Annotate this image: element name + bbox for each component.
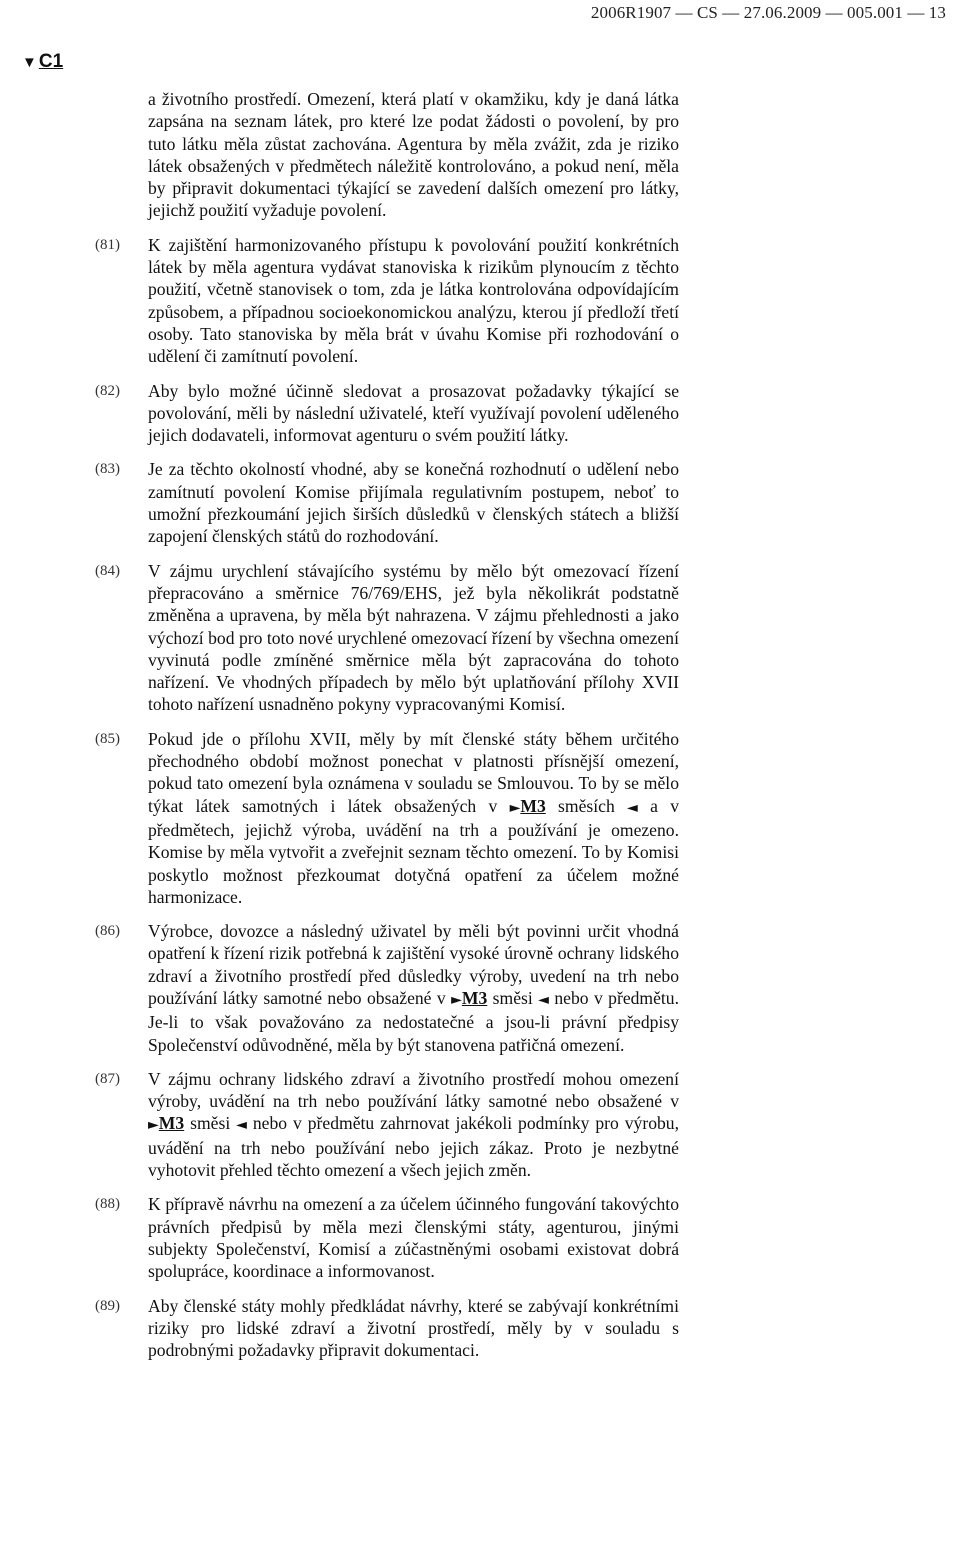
recital-text-before: Pokud jde o přílohu XVII, měly by mít členské státy během určitého přechodného období možnost ponechat v platnosti přísnější omezení, pokud tato omezení byla oznámena v souladu se Smlouvou. To by se mělo týkat látek samotných i látek obsažených v bbox=[148, 728, 679, 816]
recital-text: Aby bylo možné účinně sledovat a prosazovat požadavky týkající se povolování, měli by následní uživatelé, kteří využívají povolení uděleného jejich dodavateli, informovat agenturu o svém použití látky. bbox=[148, 380, 679, 446]
recital-number: (89) bbox=[95, 1297, 120, 1314]
recital-text-after: a v předmětech, jejichž výroba, uvádění na trh a používání je omezeno. Komise by měla vytvořit a zveřejnit seznam těchto omezení. To by Komisi poskytlo možnost přezkoumat dotyčná opatření za účelem možné harmonizace. bbox=[148, 795, 679, 907]
recital-number: (85) bbox=[95, 730, 120, 747]
recital-text bbox=[148, 920, 679, 1056]
amendment-link-m3[interactable]: M3 bbox=[520, 795, 546, 816]
amended-text: směsi bbox=[184, 1113, 237, 1134]
recital-89 bbox=[0, 1295, 960, 1362]
recital-number: (82) bbox=[95, 382, 120, 399]
recital-text: V zájmu urychlení stávajícího systému by mělo být omezovací řízení přepracováno a směrnice 76/769/EHS, jež byla několikrát podstatně změněna a upravena, by měla být nahrazena. V zájmu přehlednosti a jako výchozí bod pro toto nové urychlené omezovací řízení by všechna omezení vyvinutá podle zmíněné směrnice měla být zapracována do tohoto nařízení. Ve vhodných případech by mělo být uplatňování přílohy XVII tohoto nařízení usnadněno pokyny vypracovanými Komisí. bbox=[148, 560, 679, 715]
amended-text: směsi bbox=[487, 987, 539, 1008]
recital-83 bbox=[0, 458, 960, 547]
recital-text-after: nebo v předmětu zahrnovat jakékoli podmínky pro výrobu, uvádění na trh nebo používání nebo jejich zákaz. Proto je nezbytné vyhotovit přehled těchto omezení a všech jejich změn. bbox=[148, 1113, 679, 1181]
arrow-left-icon: ◄ bbox=[236, 1117, 247, 1134]
recital-84 bbox=[0, 560, 960, 716]
document-header bbox=[0, 0, 960, 26]
recital-number: (88) bbox=[95, 1196, 120, 1213]
recital-text-before: V zájmu ochrany lidského zdraví a životního prostředí mohou omezení výroby, uvádění na trh nebo používání látky samotné nebo obsažené v bbox=[148, 1068, 679, 1112]
recital-text-before: Výrobce, dovozce a následný uživatel by měli být povinni určit vhodná opatření k řízení rizik potřebná k zajištění vysoké úrovně ochrany lidského zdraví a životního prostředí před důsledky výroby, uvedení na trh nebo používání látky samotné nebo obsažené v bbox=[148, 921, 679, 1008]
recital-81 bbox=[0, 234, 960, 368]
arrow-left-icon: ◄ bbox=[538, 991, 549, 1008]
recital-88 bbox=[0, 1193, 960, 1282]
recital-text: Je za těchto okolností vhodné, aby se konečná rozhodnutí o udělení nebo zamítnutí povolení Komise přijímala regulativním postupem, neboť to umožní přezkoumání jejich širších důsledků v členských státech a bližší zapojení členských států do rozhodování. bbox=[148, 459, 679, 547]
arrow-right-icon: ► bbox=[509, 799, 521, 816]
recital-number: (81) bbox=[95, 236, 120, 253]
triangle-down-icon: ▼ bbox=[22, 53, 37, 71]
recital-continuation bbox=[0, 88, 960, 222]
arrow-right-icon: ► bbox=[451, 991, 462, 1008]
recital-text bbox=[148, 728, 679, 908]
arrow-left-icon: ◄ bbox=[627, 799, 638, 816]
recital-text: a životního prostředí. Omezení, která platí v okamžiku, kdy je daná látka zapsána na seznam látek, pro které lze podat žádosti o povolení, by pro tuto látku měla zůstat zachována. Agentura by měla zvážit, zda je riziko látek obsažených v předmětech náležitě kontrolováno, a pokud není, měla by připravit dokumentaci týkající se zavedení dalších omezení pro látky, jejichž použití vyžaduje povolení. bbox=[148, 89, 679, 221]
marker-label[interactable]: C1 bbox=[38, 51, 64, 72]
recital-number: (87) bbox=[95, 1070, 120, 1087]
recital-82 bbox=[0, 380, 960, 447]
amendment-reference bbox=[451, 988, 549, 1008]
amendment-link-m3[interactable]: M3 bbox=[461, 987, 488, 1008]
amendment-link-m3[interactable]: M3 bbox=[158, 1113, 185, 1134]
recital-text: Aby členské státy mohly předkládat návrhy, které se zabývají konkrétními riziky pro lidské zdraví a životní prostředí, měly by v souladu s podrobnými požadavky připravit dokumentaci. bbox=[148, 1295, 679, 1361]
recital-text bbox=[148, 1068, 679, 1181]
recital-text: K přípravě návrhu na omezení a za účelem účinného fungování takovýchto právních předpisů by měla mezi členskými státy, agenturou, jinými subjekty Společenství, Komisí a zúčastněnými osobami existovat dobrá spolupráce, koordinace a informovanost. bbox=[148, 1194, 679, 1282]
header-reference: 2006R1907 — CS — 27.06.2009 — 005.001 — 13 bbox=[590, 3, 946, 22]
document-body bbox=[0, 88, 960, 1361]
consolidation-marker bbox=[22, 51, 63, 73]
amended-text: směsích bbox=[545, 795, 628, 816]
recital-text-after: nebo v předmětu. Je-li to však považováno za nedostatečné a jsou-li právní předpisy Společenství odůvodněné, měla by být stanovena patřičná omezení. bbox=[148, 987, 680, 1055]
amendment-reference bbox=[148, 1113, 247, 1133]
amendment-reference bbox=[510, 796, 638, 816]
recital-86 bbox=[0, 920, 960, 1056]
recital-number: (86) bbox=[95, 923, 120, 940]
recital-number: (83) bbox=[95, 461, 120, 478]
arrow-right-icon: ► bbox=[148, 1117, 159, 1134]
recital-87 bbox=[0, 1068, 960, 1181]
recital-number: (84) bbox=[95, 562, 120, 579]
recital-text: K zajištění harmonizovaného přístupu k povolování použití konkrétních látek by měla agentura vydávat stanoviska k rizikům plynoucím z těchto použití, včetně stanovisek o tom, zda je látka kontrolována odpovídajícím způsobem, a případnou socioekonomickou analýzu, kterou jí předloží třetí osoby. Tato stanoviska by měla brát v úvahu Komise při rozhodování o udělení či zamítnutí povolení. bbox=[148, 234, 679, 367]
recital-85 bbox=[0, 728, 960, 908]
